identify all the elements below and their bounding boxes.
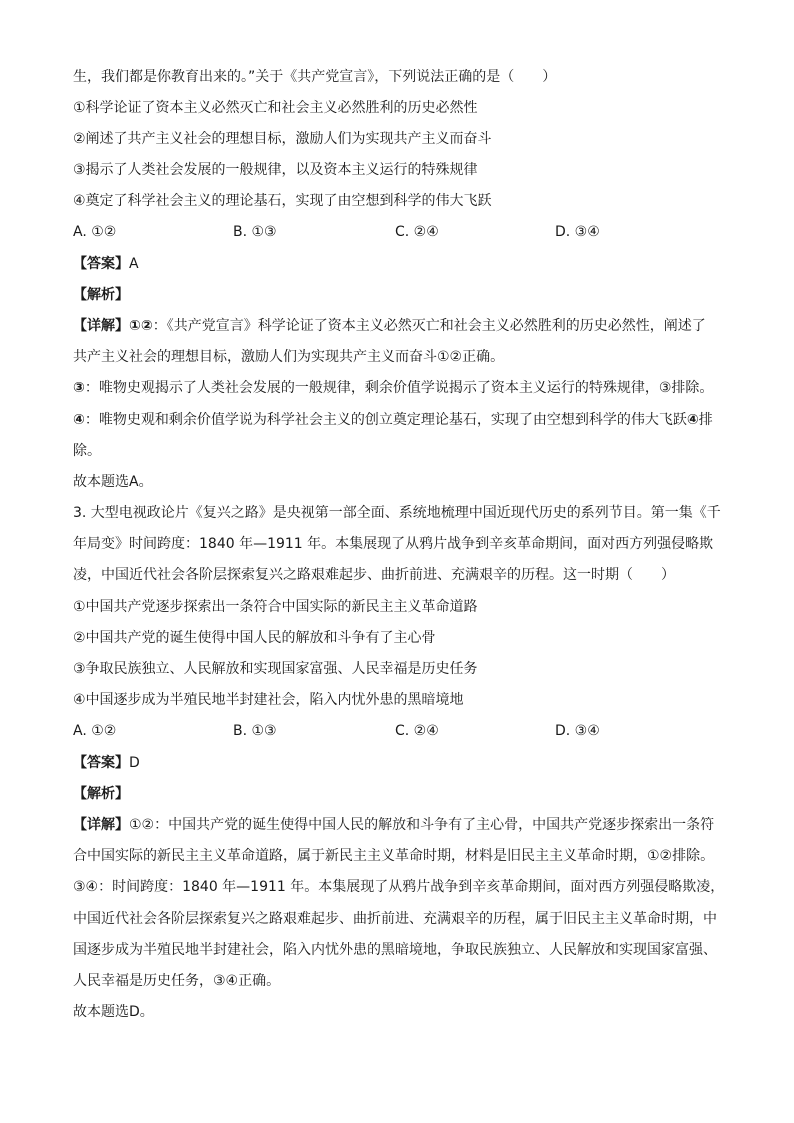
detail-label: 【详解】 [73,817,129,833]
answer-value: D [129,755,140,771]
q2-conclusion: 故本题选A。 [73,474,153,490]
answer-value: A [129,256,139,272]
q3-analysis-label: 【解析】 [73,786,129,802]
q2-option-b: B. ①③ [233,224,277,240]
q2-option-a: A. ①② [73,224,117,240]
q3-detail-line-3: ③④：时间跨度：1840 年—1911 年。本集展现了从鸦片战争到辛亥革命期间，面对西方列强侵略欺凌， [73,879,725,895]
q2-stem: 生，我们都是你教育出来的。”关于《共产党宣言》，下列说法正确的是（ ） [73,69,557,85]
q3-detail-line-2: 合中国实际的新民主主义革命道路，属于新民主主义革命时期，材料是旧民主主义革命时期，①②排除。 [73,848,715,864]
q2-detail-line-4: ④：唯物史观和剩余价值学说为科学社会主义的创立奠定理论基石，实现了由空想到科学的伟大飞跃④排 [73,412,713,428]
q2-option-c: C. ②④ [395,224,439,240]
q2-detail-line-2: 共产主义社会的理想目标，激励人们为实现共产主义而奋斗①②正确。 [73,349,505,365]
answer-label: 【答案】 [73,256,129,272]
q3-answer-line [73,753,140,773]
q3-option-b: B. ①③ [233,723,277,739]
q3-detail-line-4: 中国近代社会各阶层探索复兴之路艰难起步、曲折前进、充满艰辛的历程，属于旧民主主义革命时期，中 [73,911,717,927]
q2-detail-line-5: 除。 [73,443,101,459]
q3-conclusion: 故本题选D。 [73,1004,154,1020]
q3-item-1: ①中国共产党逐步探索出一条符合中国实际的新民主主义革命道路 [73,599,478,615]
q3-detail-line-6: 人民幸福是历史任务，③④正确。 [73,973,281,989]
q2-item-1: ①科学论证了资本主义必然灭亡和社会主义必然胜利的历史必然性 [73,100,478,116]
q2-analysis-label: 【解析】 [73,287,129,303]
q2-item-3: ③揭示了人类社会发展的一般规律，以及资本主义运行的特殊规律 [73,162,478,178]
q2-detail-line-1: 【详解】①②：《共产党宣言》科学论证了资本主义必然灭亡和社会主义必然胜利的历史必然性，阐述了 [73,318,706,334]
q3-detail-line-1: 【详解】①②：中国共产党的诞生使得中国人民的解放和斗争有了主心骨，中国共产党逐步探索出一条符 [73,817,715,833]
q3-item-2: ②中国共产党的诞生使得中国人民的解放和斗争有了主心骨 [73,630,436,646]
q3-stem-line-1: 3. 大型电视政论片《复兴之路》是央视第一部全面、系统地梳理中国近现代历史的系列节目。第一集《千 [73,505,721,521]
answer-label: 【答案】 [73,755,129,771]
q2-option-d: D. ③④ [555,224,600,240]
q3-stem-line-3: 凌，中国近代社会各阶层探索复兴之路艰难起步、曲折前进、充满艰辛的历程。这一时期（ ） [73,567,675,583]
detail-label: 【详解】 [73,318,129,334]
q2-item-4: ④奠定了科学社会主义的理论基石，实现了由空想到科学的伟大飞跃 [73,193,492,209]
q3-stem-line-2: 年局变》时间跨度：1840 年—1911 年。本集展现了从鸦片战争到辛亥革命期间，面对西方列强侵略欺 [73,536,714,552]
q2-item-2: ②阐述了共产主义社会的理想目标，激励人们为实现共产主义而奋斗 [73,131,492,147]
q3-detail-line-5: 国逐步成为半殖民地半封建社会，陷入内忧外患的黑暗境地，争取民族独立、人民解放和实现国家富强、 [73,942,717,958]
q3-option-d: D. ③④ [555,723,600,739]
q3-option-a: A. ①② [73,723,117,739]
q3-option-c: C. ②④ [395,723,439,739]
q3-item-3: ③争取民族独立、人民解放和实现国家富强、人民幸福是历史任务 [73,661,478,677]
q3-item-4: ④中国逐步成为半殖民地半封建社会，陷入内忧外患的黑暗境地 [73,692,464,708]
q2-answer-line [73,254,139,274]
q2-detail-line-3: ③：唯物史观揭示了人类社会发展的一般规律，剩余价值学说揭示了资本主义运行的特殊规律，③排除。 [73,380,714,396]
